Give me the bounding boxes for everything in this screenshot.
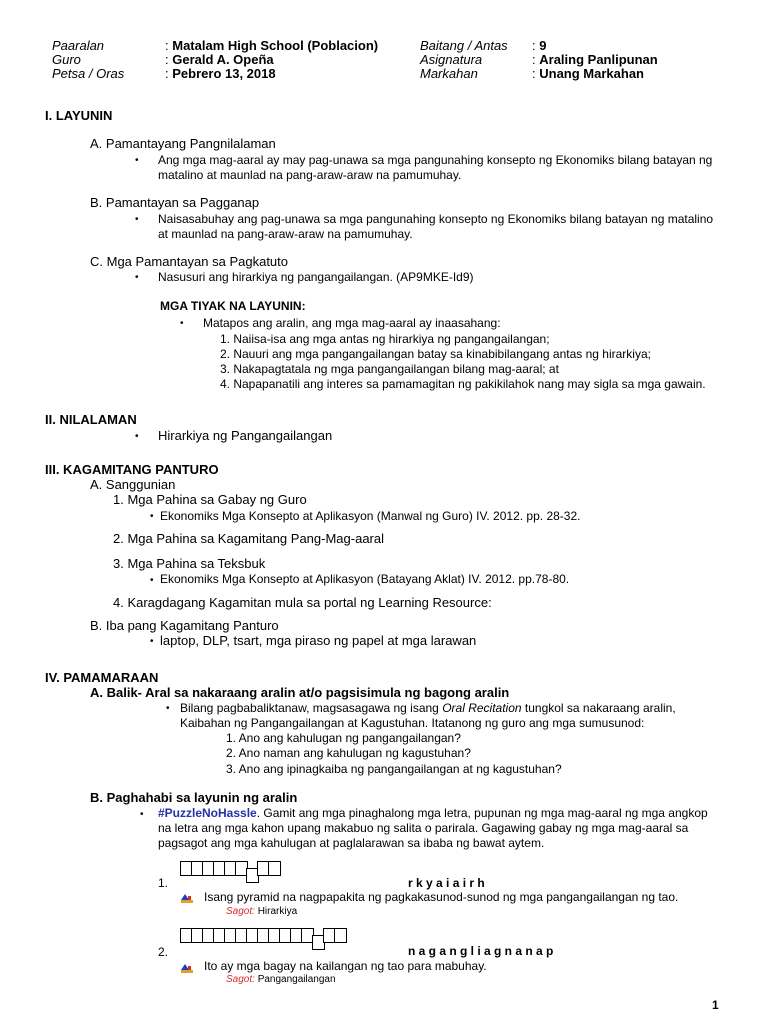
- page-number: 1: [712, 998, 719, 1012]
- pencil-icon: [181, 892, 193, 903]
- header-value-markahan: Unang Markahan: [539, 66, 644, 81]
- sagot-line: [226, 974, 336, 985]
- iba-pang-kagamitan-text: laptop, DLP, tsart, mga piraso ng papel at mga larawan: [160, 633, 477, 648]
- header-colon: :: [532, 38, 536, 53]
- bullet-icon: •: [135, 155, 139, 166]
- a-text-line2: matalino at maunlad na pang-araw-araw na pamumuhay.: [158, 168, 462, 182]
- hashtag-text: #PuzzleNoHassle: [158, 806, 257, 820]
- paghahabi-text-line3: pagsagot ang mga kahulugan at paglalarawan sa ibaba ng bawat aytem.: [158, 836, 545, 850]
- sanggunian-title: A. Sanggunian: [90, 477, 176, 492]
- header-value-petsa: Pebrero 13, 2018: [172, 66, 276, 81]
- bullet-icon: •: [166, 703, 170, 714]
- a-text-line1: Ang mga mag-aaral ay may pag-unawa sa mga pangunahing konsepto ng Ekonomiks bilang batayan ng: [158, 153, 713, 167]
- header-value-guro: Gerald A. Opeña: [172, 52, 274, 67]
- header-colon: :: [532, 52, 536, 67]
- header-colon: :: [165, 52, 169, 67]
- sanggunian-item-3: 3. Mga Pahina sa Teksbuk: [113, 556, 266, 571]
- sagot-value: Hirarkiya: [257, 906, 298, 917]
- question-item: 2. Ano naman ang kahulugan ng kagustuhan?: [226, 746, 471, 760]
- bullet-icon: •: [135, 214, 139, 225]
- c-text: Nasusuri ang hirarkiya ng pangangailangan. (AP9MKE-Id9): [158, 270, 474, 284]
- tiyak-item: 2. Nauuri ang mga pangangailangan batay sa kinabibilangang antas ng hirarkiya;: [220, 347, 651, 361]
- subsection-title-c: C. Mga Pamantayan sa Pagkatuto: [90, 254, 289, 269]
- puzzle-letters: r k y a i a i r h: [408, 876, 485, 890]
- balik-aral-text-line1: [180, 701, 676, 715]
- nilalaman-text: Hirarkiya ng Pangangailangan: [158, 428, 333, 443]
- tiyak-item: 3. Nakapagtatala ng mga pangangailangan bilang mag-aaral; at: [220, 362, 559, 376]
- header-label-baitang: Baitang / Antas: [420, 38, 508, 53]
- sagot-label: Sagot:: [226, 974, 255, 985]
- header-label-petsa: Petsa / Oras: [52, 66, 125, 81]
- bullet-icon: •: [180, 318, 184, 329]
- puzzle-number: 2.: [158, 945, 169, 959]
- tiyak-intro: Matapos ang aralin, ang mga mag-aaral ay inaasahang:: [203, 316, 501, 330]
- bullet-icon: •: [135, 431, 139, 442]
- sanggunian-item-3-sub: Ekonomiks Mga Konsepto at Aplikasyon (Batayang Aklat) IV. 2012. pp.78-80.: [160, 572, 570, 586]
- paghahabi-text-post: . Gamit ang mga pinaghalong mga letra, pupunan ng mga mag-aaral ng mga angkop: [256, 806, 708, 820]
- header-label-markahan: Markahan: [420, 66, 478, 81]
- bullet-icon: •: [150, 575, 154, 586]
- balik-aral-title: A. Balik- Aral sa nakaraang aralin at/o pagsisimula ng bagong aralin: [90, 685, 510, 700]
- sanggunian-item-2: 2. Mga Pahina sa Kagamitang Pang-Mag-aaral: [113, 531, 384, 546]
- puzzle-boxes-2[interactable]: [180, 925, 350, 955]
- balik-aral-text-line2: Kaibahan ng Pangangailangan at Kagustuhan. Itatanong ng guro ang mga sumusunod:: [180, 716, 645, 730]
- header-colon: :: [532, 66, 536, 81]
- paghahabi-text-line1: [158, 806, 708, 820]
- iba-pang-kagamitan-title: B. Iba pang Kagamitang Panturo: [90, 618, 279, 633]
- tiyak-item: 1. Naiisa-isa ang mga antas ng hirarkiya ng pangangailangan;: [220, 332, 550, 346]
- bullet-icon: •: [135, 272, 139, 283]
- sagot-line: [226, 906, 297, 917]
- section-title-layunin: I. LAYUNIN: [45, 108, 113, 123]
- puzzle-number: 1.: [158, 876, 169, 890]
- header-label-asignatura: Asignatura: [420, 52, 483, 67]
- question-item: 1. Ano ang kahulugan ng pangangailangan?: [226, 731, 461, 745]
- subsection-title-b: B. Pamantayan sa Pagganap: [90, 195, 260, 210]
- header-colon: :: [165, 38, 169, 53]
- tiyak-item: 4. Napapanatili ang interes sa pamamagitan ng pakikilahok nang may sigla sa mga gawain.: [220, 377, 706, 391]
- bullet-icon: •: [150, 511, 154, 522]
- balik-aral-text-pre: Bilang pagbabaliktanaw, magsasagawa ng isang: [180, 701, 443, 715]
- header-value-paaralan: Matalam High School (Poblacion): [172, 38, 379, 53]
- paghahabi-title: B. Paghahabi sa layunin ng aralin: [90, 790, 298, 805]
- balik-aral-text-post: tungkol sa nakaraang aralin,: [521, 701, 676, 715]
- sanggunian-item-1-sub: Ekonomiks Mga Konsepto at Aplikasyon (Manwal ng Guro) IV. 2012. pp. 28-32.: [160, 509, 581, 523]
- section-title-pamamaraan: IV. PAMAMARAAN: [45, 670, 159, 685]
- section-title-kagamitan: III. KAGAMITANG PANTURO: [45, 462, 219, 477]
- puzzle-clue: Isang pyramid na nagpapakita ng pagkakasunod-sunod ng mga pangangailangan ng tao.: [204, 890, 679, 904]
- paghahabi-text-line2: na letra ang mga kahon upang makabuo ng salita o parirala. Gagawing gabay ng mga mag-aaral sa: [158, 821, 689, 835]
- puzzle-boxes-1[interactable]: [180, 858, 280, 888]
- puzzle-letters: n a g a n g l i a g n a n a p: [408, 944, 554, 958]
- sagot-value: Pangangailangan: [257, 974, 336, 985]
- sanggunian-item-1: 1. Mga Pahina sa Gabay ng Guro: [113, 492, 307, 507]
- puzzle-clue: Ito ay mga bagay na kailangan ng tao para mabuhay.: [204, 959, 487, 973]
- b-text-line1: Naisasabuhay ang pag-unawa sa mga pangunahing konsepto ng Ekonomiks bilang batayan ng matalino: [158, 212, 714, 226]
- header-label-guro: Guro: [52, 52, 81, 67]
- header-label-paaralan: Paaralan: [52, 38, 105, 53]
- tiyak-title: MGA TIYAK NA LAYUNIN:: [160, 299, 306, 313]
- question-item: 3. Ano ang ipinagkaiba ng pangangailangan at ng kagustuhan?: [226, 762, 562, 776]
- bullet-icon: •: [150, 636, 154, 647]
- header-value-baitang: 9: [539, 38, 547, 53]
- section-title-nilalaman: II. NILALAMAN: [45, 412, 137, 427]
- oral-recitation-text: Oral Recitation: [442, 701, 522, 715]
- b-text-line2: at maunlad na pang-araw-araw na pamumuhay.: [158, 227, 413, 241]
- pencil-icon: [181, 962, 193, 973]
- header-value-asignatura: Araling Panlipunan: [539, 52, 658, 67]
- header-colon: :: [165, 66, 169, 81]
- bullet-icon: •: [140, 809, 144, 820]
- sagot-label: Sagot:: [226, 906, 255, 917]
- subsection-title-a: A. Pamantayang Pangnilalaman: [90, 136, 276, 151]
- sanggunian-item-4: 4. Karagdagang Kagamitan mula sa portal ng Learning Resource:: [113, 595, 492, 610]
